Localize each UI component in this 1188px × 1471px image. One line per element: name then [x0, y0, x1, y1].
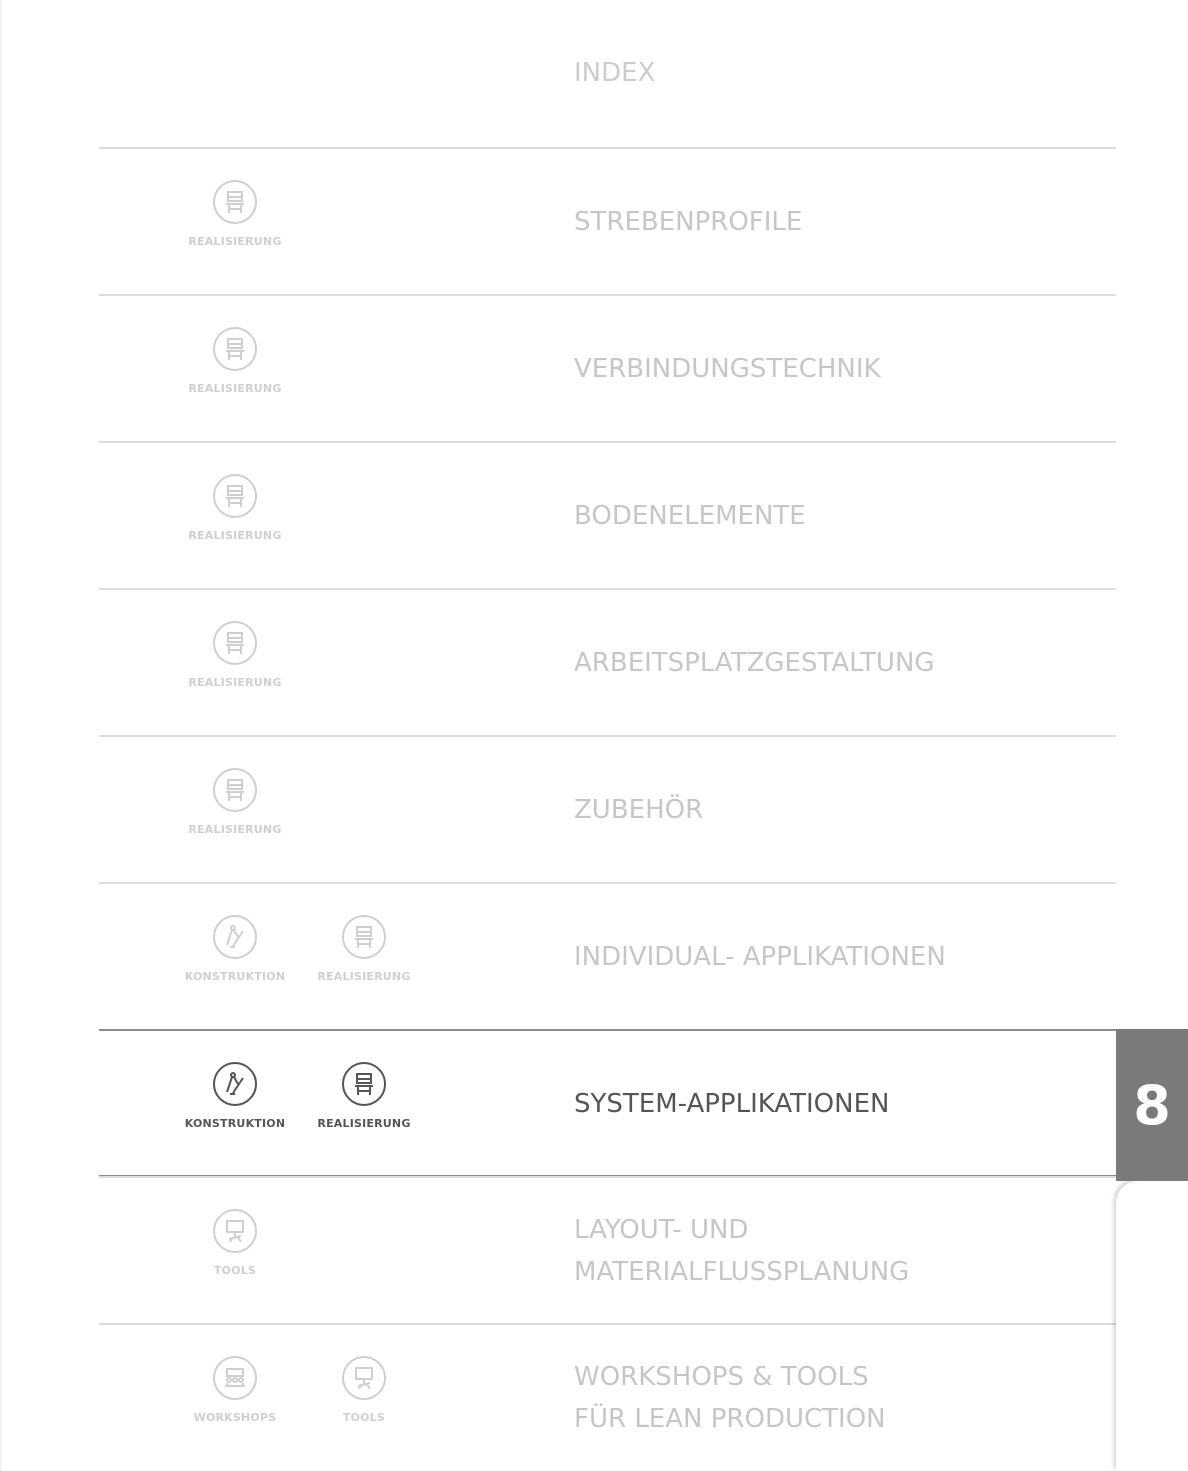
tab-edge [1116, 1181, 1188, 1471]
compass-pencil-icon [213, 915, 257, 959]
workbench-icon [213, 621, 257, 665]
chapter-title-line: ARBEITSPLATZGESTALTUNG [574, 648, 935, 678]
chapter-row[interactable] [99, 441, 1116, 589]
icon-badge [175, 1209, 295, 1277]
chapter-title-line: WORKSHOPS & TOOLS [574, 1362, 869, 1392]
chapter-tab-number: 8 [1133, 1073, 1171, 1137]
chapter-title-line: STREBENPROFILE [574, 207, 803, 237]
chapter-title [574, 884, 946, 1030]
icon-label: REALISIERUNG [188, 823, 282, 836]
chapter-row[interactable] [99, 1176, 1116, 1324]
chapter-title [574, 1178, 909, 1324]
icon-badge [175, 621, 295, 689]
group-meeting-icon [213, 1356, 257, 1400]
icon-label: TOOLS [342, 1411, 386, 1424]
workbench-icon [213, 474, 257, 518]
chapter-title-line: ZUBEHÖR [574, 795, 704, 825]
icon-badge [175, 327, 295, 395]
icon-label: KONSTRUKTION [184, 970, 286, 983]
chapter-title-line: VERBINDUNGSTECHNIK [574, 354, 881, 384]
chapter-title [574, 737, 703, 883]
icon-label: KONSTRUKTION [184, 1117, 286, 1130]
chapter-title [574, 590, 935, 736]
icon-label: REALISIERUNG [188, 529, 282, 542]
icon-badge [175, 180, 295, 248]
chapter-title [574, 149, 802, 295]
workbench-icon [213, 180, 257, 224]
chapter-title [574, 1325, 886, 1471]
icon-label: REALISIERUNG [188, 676, 282, 689]
chapter-title-line: LAYOUT- UND [574, 1215, 749, 1245]
chapter-row[interactable] [99, 1029, 1116, 1177]
chapter-tab[interactable] [1116, 1029, 1188, 1181]
flipchart-icon [213, 1209, 257, 1253]
chapter-title-line: FÜR LEAN PRODUCTION [574, 1404, 886, 1434]
chapter-title [574, 443, 806, 589]
icon-label: REALISIERUNG [188, 382, 282, 395]
chapter-title-line: MATERIALFLUSSPLANUNG [574, 1257, 910, 1287]
chapter-title [574, 1031, 889, 1177]
icon-label: REALISIERUNG [188, 235, 282, 248]
icon-label: WORKSHOPS [193, 1411, 277, 1424]
chapter-title-line: INDIVIDUAL- APPLIKATIONEN [574, 942, 946, 972]
chapter-title-line: BODENELEMENTE [574, 501, 806, 531]
workbench-icon [213, 327, 257, 371]
chapter-row[interactable] [99, 1323, 1116, 1471]
page-edge [0, 0, 2, 1471]
icon-badge [175, 768, 295, 836]
icon-badge [304, 915, 424, 983]
chapter-title-line: SYSTEM-APPLIKATIONEN [574, 1089, 890, 1119]
icon-badge [175, 474, 295, 542]
icon-badge [304, 1062, 424, 1130]
icon-badge [304, 1356, 424, 1424]
icon-badge [175, 1356, 295, 1424]
icon-label: TOOLS [213, 1264, 257, 1277]
chapter-row[interactable] [99, 147, 1116, 295]
icon-badge [175, 1062, 295, 1130]
chapter-title [574, 296, 881, 442]
workbench-icon [342, 915, 386, 959]
icon-badge [175, 915, 295, 983]
icon-label: REALISIERUNG [317, 970, 411, 983]
chapter-row[interactable] [99, 588, 1116, 736]
flipchart-icon [342, 1356, 386, 1400]
workbench-icon [342, 1062, 386, 1106]
chapter-row[interactable] [99, 882, 1116, 1030]
index-title: INDEX [574, 58, 656, 88]
compass-pencil-icon [213, 1062, 257, 1106]
chapter-row[interactable] [99, 294, 1116, 442]
workbench-icon [213, 768, 257, 812]
chapter-row[interactable] [99, 735, 1116, 883]
icon-label: REALISIERUNG [317, 1117, 411, 1130]
